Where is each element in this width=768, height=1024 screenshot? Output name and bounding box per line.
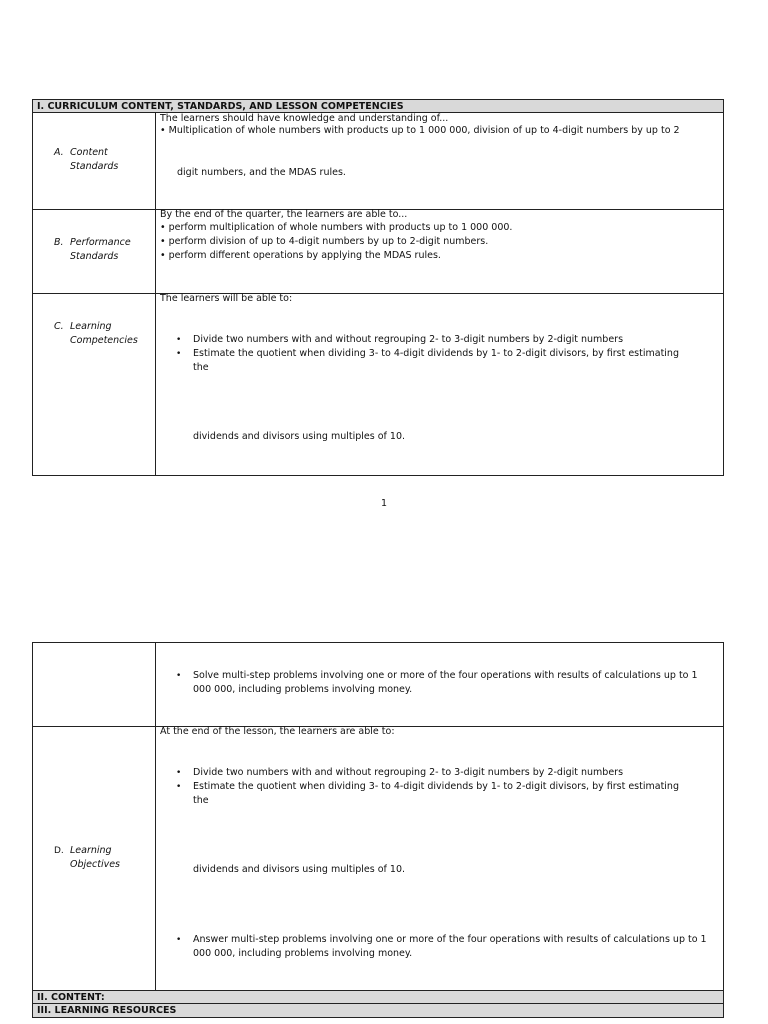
label-line2: Standards bbox=[70, 161, 119, 172]
bullet-text: Divide two numbers with and without regrouping 2- to 3-digit numbers by 2-digit numbers bbox=[193, 334, 624, 345]
bullet-text: Estimate the quotient when dividing 3- to 4-digit dividends by 1- to 2-digit divisors, by first estimating bbox=[193, 781, 679, 792]
label-letter: A. bbox=[54, 147, 64, 158]
bullet-text: Estimate the quotient when dividing 3- to 4-digit dividends by 1- to 2-digit divisors, by first estimating bbox=[193, 348, 679, 359]
page-number: 1 bbox=[380, 498, 388, 509]
label-cell bbox=[33, 727, 156, 990]
performance-item: • perform different operations by applying the MDAS rules. bbox=[160, 250, 441, 261]
bullet-glyph: • bbox=[176, 782, 182, 792]
label-cell bbox=[33, 643, 156, 726]
performance-item: • perform division of up to 4-digit numbers by up to 2-digit numbers. bbox=[160, 236, 489, 247]
bullet-text: dividends and divisors using multiples of 10. bbox=[193, 431, 406, 442]
section-heading-curriculum: I. CURRICULUM CONTENT, STANDARDS, AND LESSON COMPETENCIES bbox=[33, 100, 723, 113]
content-standards-line1: • Multiplication of whole numbers with products up to 1 000 000, division of up to 4-digit numbers by up to 2 bbox=[160, 125, 680, 136]
label-cell bbox=[33, 210, 156, 293]
bullet-glyph: • bbox=[176, 349, 182, 359]
objectives-intro: At the end of the lesson, the learners are able to: bbox=[160, 726, 395, 737]
label-line1: Content bbox=[70, 147, 108, 158]
row-content-standards bbox=[33, 113, 723, 210]
bullet-text: Solve multi-step problems involving one or more of the four operations with results of calculations up to 1 000 000, including problems involving money. bbox=[193, 670, 698, 695]
row-learning-objectives bbox=[33, 727, 723, 991]
curriculum-table-continued bbox=[32, 642, 724, 1018]
section-heading-learning-resources: III. LEARNING RESOURCES bbox=[33, 1004, 723, 1017]
bullet-glyph: • bbox=[176, 935, 182, 945]
bullet-glyph: • bbox=[176, 671, 182, 681]
bullet-text: Answer multi-step problems involving one or more of the four operations with results of calculations up to 1 000 000, including problems involving money. bbox=[193, 934, 707, 959]
content-standards-intro: The learners should have knowledge and understanding of... bbox=[160, 113, 449, 124]
label-cell bbox=[33, 294, 156, 475]
bullet-text: Divide two numbers with and without regrouping 2- to 3-digit numbers by 2-digit numbers bbox=[193, 767, 624, 778]
label-line1: Learning bbox=[70, 845, 112, 856]
label-line2: Competencies bbox=[70, 335, 138, 346]
row-learning-competencies bbox=[33, 294, 723, 475]
bullet-text: the bbox=[193, 362, 209, 373]
label-line2: Objectives bbox=[70, 859, 120, 870]
content-standards-line2: digit numbers, and the MDAS rules. bbox=[177, 167, 346, 178]
performance-item: • perform multiplication of whole numbers with products up to 1 000 000. bbox=[160, 222, 513, 233]
bullet-glyph: • bbox=[176, 768, 182, 778]
row-competencies-continued bbox=[33, 643, 723, 727]
bullet-text: the bbox=[193, 795, 209, 806]
label-letter: B. bbox=[54, 237, 64, 248]
label-line1: Performance bbox=[70, 237, 131, 248]
label-letter: C. bbox=[54, 321, 64, 332]
bullet-glyph: • bbox=[176, 335, 182, 345]
label-letter: D. bbox=[54, 846, 64, 856]
label-line1: Learning bbox=[70, 321, 112, 332]
performance-standards-intro: By the end of the quarter, the learners are able to... bbox=[160, 209, 408, 220]
bullet-text: dividends and divisors using multiples of 10. bbox=[193, 864, 406, 875]
row-performance-standards bbox=[33, 210, 723, 294]
curriculum-table bbox=[32, 99, 724, 476]
label-line2: Standards bbox=[70, 251, 119, 262]
label-cell bbox=[33, 113, 156, 209]
competencies-intro: The learners will be able to: bbox=[160, 293, 293, 304]
section-heading-content: II. CONTENT: bbox=[33, 991, 723, 1004]
